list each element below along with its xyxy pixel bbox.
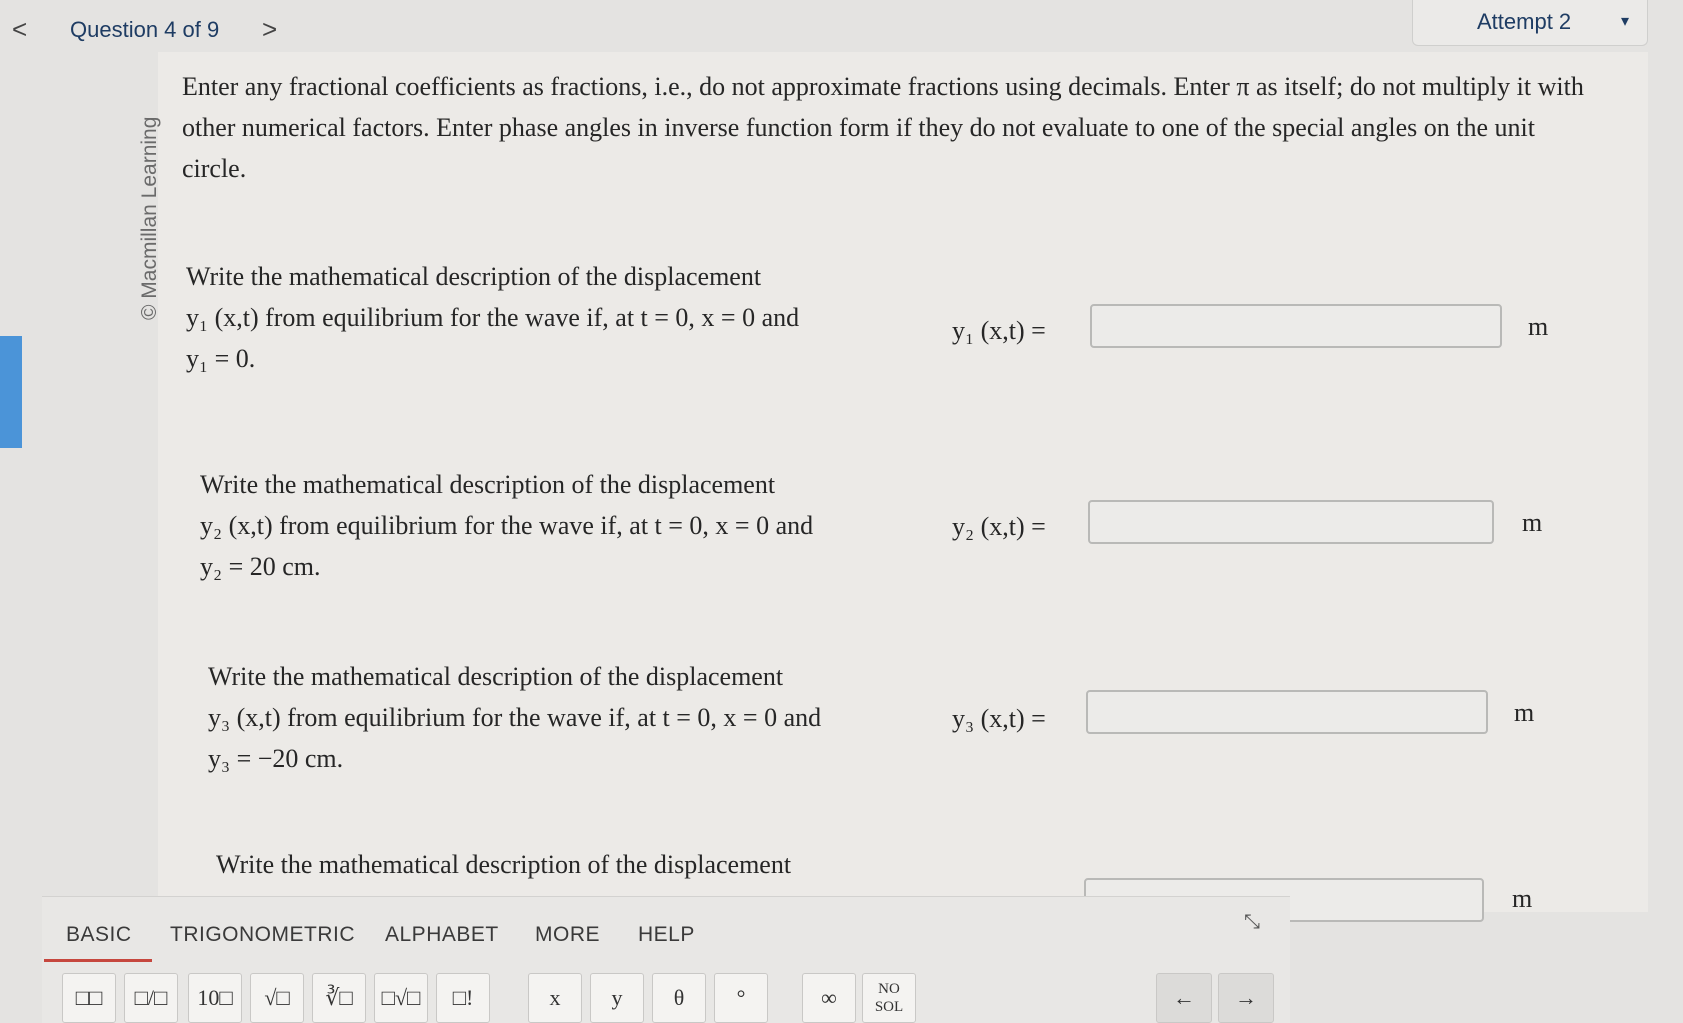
question-3-lhs: y₃ (x,t) = (952, 704, 1046, 733)
question-2-line-2: y₂ (x,t) from equilibrium for the wave if, at t = 0, x = 0 and (200, 511, 814, 540)
question-2-line-1: Write the mathematical description of the displacement (200, 470, 776, 499)
left-accent-bar (0, 336, 22, 448)
answer-input-y3[interactable] (1086, 690, 1488, 734)
previous-question-icon[interactable]: < (12, 14, 28, 44)
key-variable-y[interactable]: y (590, 973, 644, 1023)
key-cube-root[interactable]: ∛□ (312, 973, 366, 1023)
key-square-root[interactable]: √□ (250, 973, 304, 1023)
question-4-prompt (216, 844, 916, 885)
key-theta[interactable]: θ (652, 973, 706, 1023)
attempt-dropdown[interactable] (1412, 0, 1648, 46)
question-1-lhs: y₁ (x,t) = (952, 316, 1046, 345)
key-superscript[interactable]: □□ (62, 973, 116, 1023)
attempt-label: Attempt 2 (1477, 9, 1572, 34)
question-3-line-2: y₃ (x,t) from equilibrium for the wave if, at t = 0, x = 0 and (208, 703, 822, 732)
collapse-keyboard-icon[interactable]: ⤡ (1244, 911, 1260, 933)
arrow-left-icon[interactable]: ← (1156, 973, 1212, 1023)
math-keyboard (42, 896, 1290, 1023)
question-3-unit: m (1514, 698, 1535, 727)
key-power-of-ten[interactable]: 10□ (188, 973, 242, 1023)
instructions-text: Enter any fractional coefficients as fractions, i.e., do not approximate fractions using decimals. Enter π as itself; do not multiply it with other numerical factors. Enter phase angles in inverse function form if they do not evaluate to one of the special angles on the unit circle. (182, 72, 1584, 183)
key-fraction[interactable]: □/□ (124, 973, 178, 1023)
copyright-watermark: © Macmillan Learning (138, 116, 161, 320)
question-counter: Question 4 of 9 (70, 17, 220, 42)
answer-input-y2[interactable] (1088, 500, 1494, 544)
question-3-line-3: y₃ = −20 cm. (208, 744, 344, 773)
tab-more[interactable]: MORE (535, 923, 600, 946)
key-factorial[interactable]: □! (436, 973, 490, 1023)
question-2-prompt (200, 464, 900, 587)
question-1-prompt (186, 256, 886, 379)
key-no-solution[interactable]: NO SOL (862, 973, 916, 1023)
next-question-icon[interactable]: > (262, 14, 278, 44)
question-4-line-1: Write the mathematical description of the displacement (216, 850, 792, 879)
question-4-unit: m (1512, 884, 1533, 913)
tab-basic[interactable]: BASIC (66, 923, 132, 946)
key-infinity[interactable]: ∞ (802, 973, 856, 1023)
key-variable-x[interactable]: x (528, 973, 582, 1023)
question-2-lhs: y₂ (x,t) = (952, 512, 1046, 541)
key-nth-root[interactable]: □√□ (374, 973, 428, 1023)
tab-alphabet[interactable]: ALPHABET (385, 923, 499, 946)
caret-down-icon: ▾ (1620, 13, 1629, 30)
question-1-line-1: Write the mathematical description of the displacement (186, 262, 762, 291)
answer-input-y1[interactable] (1090, 304, 1502, 348)
question-2-line-3: y₂ = 20 cm. (200, 552, 321, 581)
tab-help[interactable]: HELP (638, 923, 695, 946)
arrow-right-icon[interactable]: → (1218, 973, 1274, 1023)
question-1-line-3: y₁ = 0. (186, 344, 256, 373)
key-degree[interactable]: ° (714, 973, 768, 1023)
tab-trigonometric[interactable]: TRIGONOMETRIC (170, 923, 355, 946)
question-2-unit: m (1522, 508, 1543, 537)
question-1-unit: m (1528, 312, 1549, 341)
question-3-line-1: Write the mathematical description of the displacement (208, 662, 784, 691)
question-3-prompt (208, 656, 908, 779)
top-bar (0, 0, 1683, 60)
question-1-line-2: y₁ (x,t) from equilibrium for the wave if, at t = 0, x = 0 and (186, 303, 800, 332)
